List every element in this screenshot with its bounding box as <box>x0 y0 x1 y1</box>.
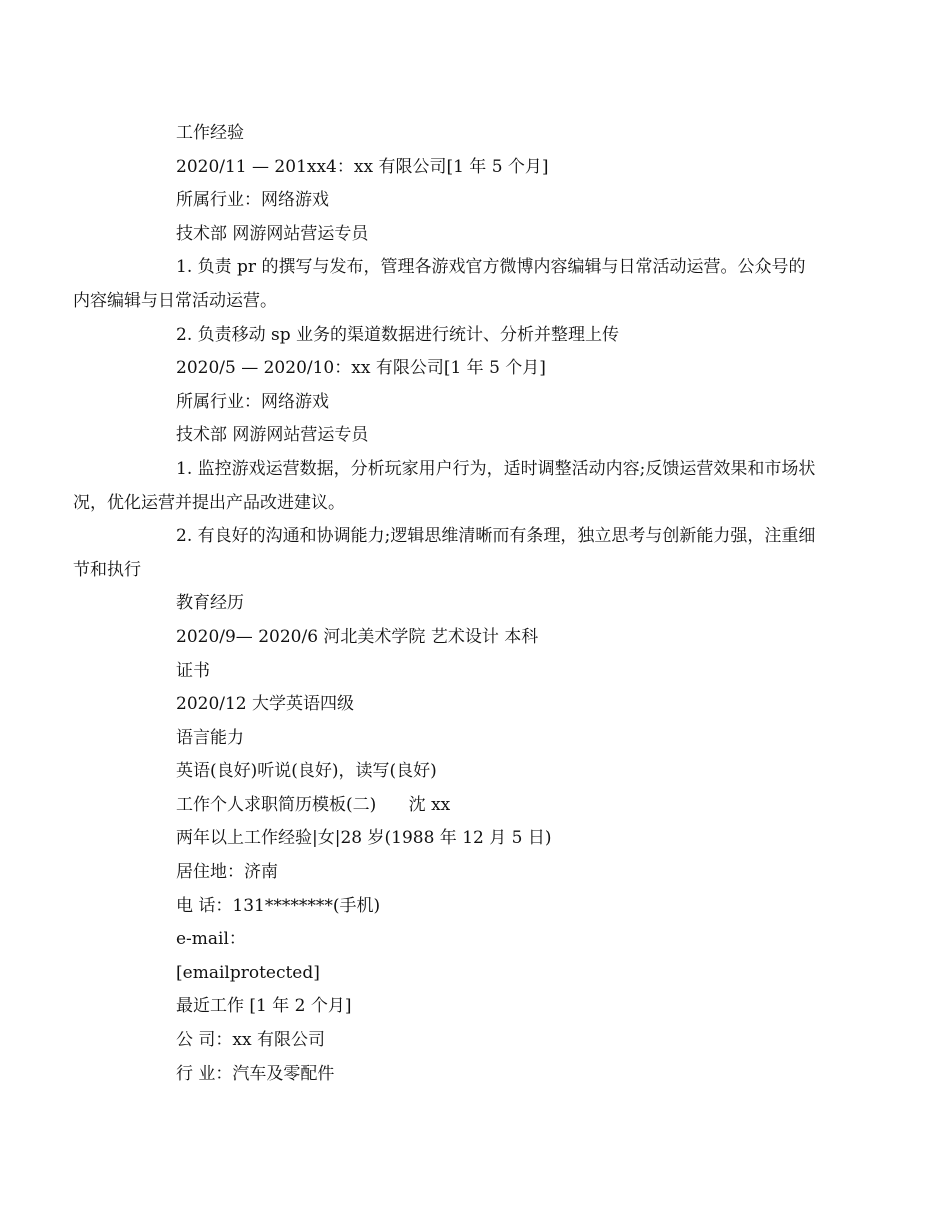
section-heading-certificates: 证书 <box>176 660 210 681</box>
language-entry: 英语(良好)听说(良好)，读写(良好) <box>176 761 437 782</box>
profile-residence: 居住地：济南 <box>176 862 278 883</box>
document-body <box>73 117 836 1091</box>
profile-phone: 电 话：131********(手机) <box>176 895 381 916</box>
recent-company: 公 司：xx 有限公司 <box>176 1030 325 1051</box>
job-industry-2: 所属行业：网络游戏 <box>176 391 329 412</box>
job-duty-2-2: 2. 有良好的沟通和协调能力;逻辑思维清晰而有条理，独立思考与创新能力强，注重细节和执行 <box>73 526 816 580</box>
section-heading-language: 语言能力 <box>176 727 244 748</box>
template-title: 工作个人求职简历模板(二) 沈 xx <box>176 794 451 815</box>
job-title-2: 技术部 网游网站营运专员 <box>176 425 369 446</box>
section-heading-education: 教育经历 <box>176 593 244 614</box>
job-period-1: 2020/11 — 201xx4：xx 有限公司[1 年 5 个月] <box>176 156 549 177</box>
recent-work: 最近工作 [1 年 2 个月] <box>176 996 352 1017</box>
profile-summary: 两年以上工作经验|女|28 岁(1988 年 12 月 5 日) <box>176 828 552 849</box>
profile-email-value: [emailprotected] <box>176 962 320 983</box>
certificate-entry: 2020/12 大学英语四级 <box>176 694 355 715</box>
job-industry-1: 所属行业：网络游戏 <box>176 190 329 211</box>
section-heading-work: 工作经验 <box>176 123 244 143</box>
job-title-1: 技术部 网游网站营运专员 <box>176 223 369 244</box>
education-entry: 2020/9— 2020/6 河北美术学院 艺术设计 本科 <box>176 626 539 647</box>
job-duty-1-1: 1. 负责 pr 的撰写与发布，管理各游戏官方微博内容编辑与日常活动运营。公众号的内容编辑与日常活动运营。 <box>73 257 806 311</box>
recent-industry: 行 业：汽车及零配件 <box>176 1063 335 1084</box>
job-duty-1-2: 2. 负责移动 sp 业务的渠道数据进行统计、分析并整理上传 <box>176 324 620 345</box>
job-period-2: 2020/5 — 2020/10：xx 有限公司[1 年 5 个月] <box>176 358 546 379</box>
profile-email-label: e-mail： <box>176 929 246 950</box>
job-duty-2-1: 1. 监控游戏运营数据，分析玩家用户行为，适时调整活动内容;反馈运营效果和市场状况，优化运营并提出产品改进建议。 <box>73 458 816 513</box>
